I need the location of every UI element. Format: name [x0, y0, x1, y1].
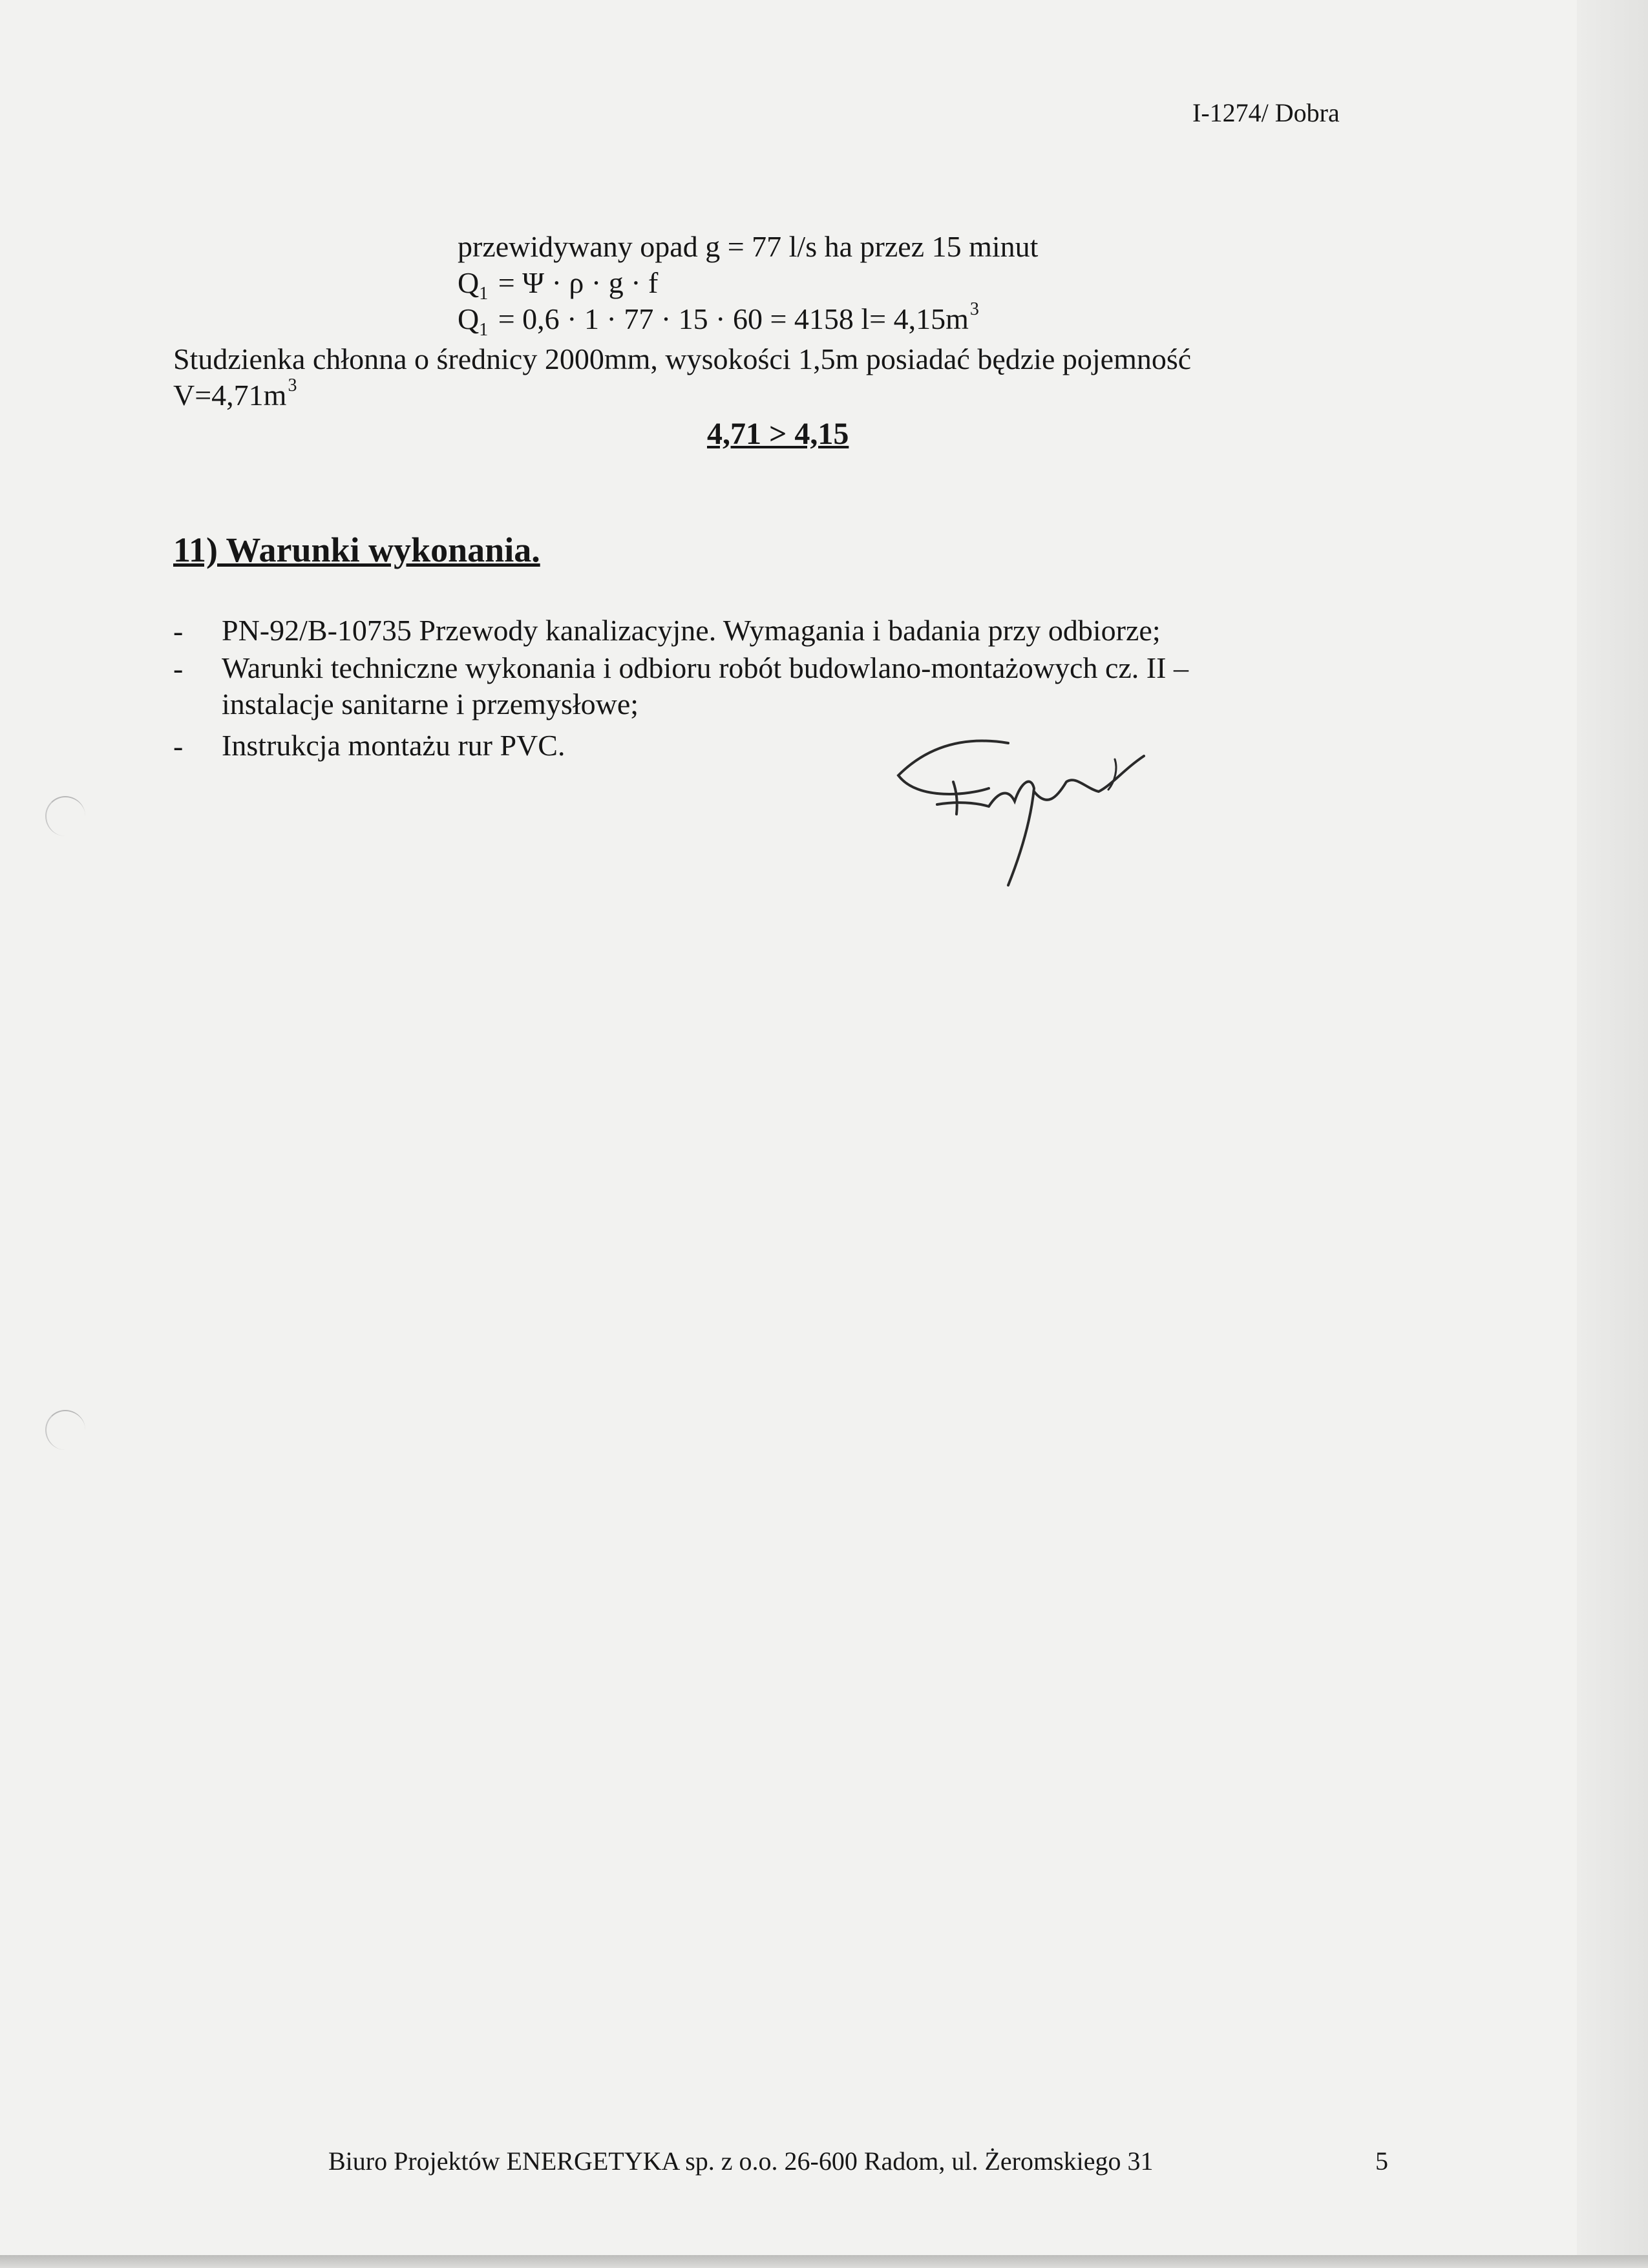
document-reference: I-1274/ Dobra [1192, 98, 1340, 127]
flow-formula-rhs: = Ψ · ρ · g · f [491, 266, 659, 299]
punch-hole-bottom [45, 1410, 85, 1450]
list-item-text: Instrukcja montażu rur PVC. [222, 729, 565, 762]
flow-subscript: 1 [479, 284, 489, 304]
volume-value: V=4,71m [173, 379, 287, 412]
list-dash: - [173, 730, 184, 762]
flow-formula-values [458, 299, 979, 340]
list-dash: - [173, 652, 184, 685]
flow-symbol: Q [458, 266, 480, 299]
handwritten-signature [892, 730, 1163, 892]
page-edge-shadow [1577, 0, 1648, 2268]
cubic-superscript: 3 [288, 375, 297, 395]
well-volume [173, 375, 297, 413]
flow-values-rhs: = 0,6 · 1 · 77 · 15 · 60 = 4158 l= 4,15m [491, 302, 969, 335]
absorption-well-line: Studzienka chłonna o średnicy 2000mm, wysokości 1,5m posiadać będzie pojemność [173, 342, 1192, 375]
list-item-text: PN-92/B-10735 Przewody kanalizacyjne. Wymagania i badania przy odbiorze; [222, 614, 1161, 647]
flow-formula-general [458, 266, 659, 304]
volume-comparison: 4,71 > 4,15 [707, 417, 849, 451]
rain-intensity-line: przewidywany opad g = 77 l/s ha przez 15 minut [458, 230, 1039, 263]
section-title: 11) Warunki wykonania. [173, 530, 540, 569]
punch-hole-top [45, 796, 85, 836]
list-item-text-continuation: instalacje sanitarne i przemysłowe; [222, 688, 639, 720]
flow-subscript: 1 [479, 320, 489, 340]
list-dash: - [173, 614, 184, 647]
list-item-text: Warunki techniczne wykonania i odbioru robót budowlano-montażowych cz. II – [222, 651, 1188, 684]
page-number: 5 [1375, 2147, 1388, 2176]
page-bottom-edge [0, 2255, 1648, 2268]
cubic-superscript: 3 [969, 299, 979, 319]
footer-company: Biuro Projektów ENERGETYKA sp. z o.o. 26-600 Radom, ul. Żeromskiego 31 [328, 2147, 1154, 2176]
flow-symbol: Q [458, 302, 480, 335]
